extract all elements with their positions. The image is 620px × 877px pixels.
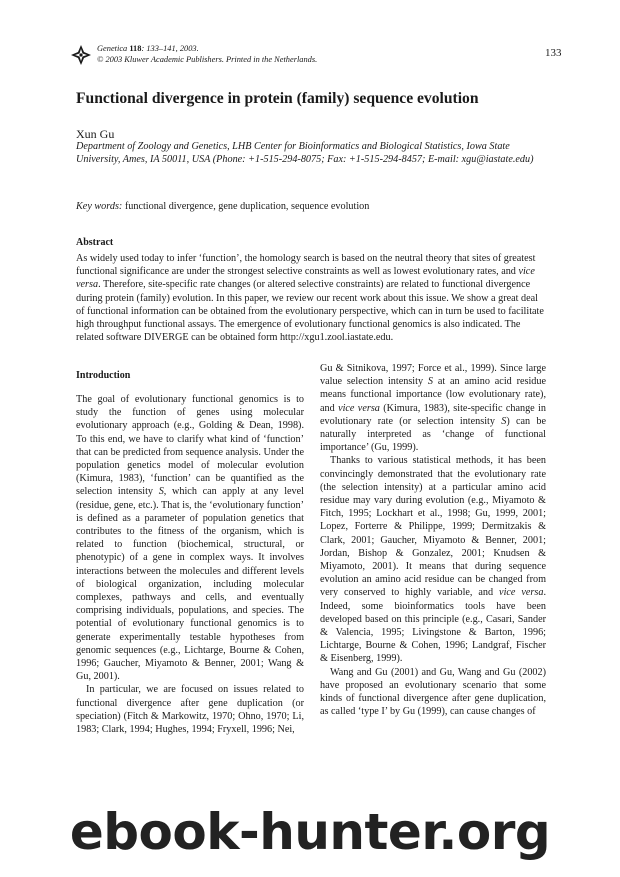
text-run: . Indeed, some bioinformatics tools have been developed based on this principle (e.g., Casari, Sander & Valencia, 1995; Livingstone & Barton, 1996; Lichtarge, Bourne & Cohen, 1996; Landgraf, Fischer & Eisenberg, 1999).: [320, 587, 546, 665]
emphasis: vice versa: [338, 402, 380, 414]
watermark-text: ebook-hunter.org: [69, 803, 551, 861]
symbol-s: S: [427, 376, 433, 388]
text-run: at an amino acid residue means functional importance (low evolutionary rate), and: [320, 376, 547, 414]
introduction-heading: Introduction: [76, 370, 131, 381]
emphasis: vice versa: [499, 587, 544, 599]
right-paragraph-2: [320, 454, 546, 665]
symbol-s: S: [158, 486, 164, 498]
abstract-body: [76, 252, 546, 344]
text-run: , which can apply at any level (residue, gene, etc.). That is, the ‘evolutionary function’ is defined as a parameter of population genetics that contributes to the fitness of the organism, which is related to function (biochemical, structural, or phenotypic) of a gene in complex ways. It involves interactions between the molecules and different levels of biological organization, including molecular complexes, pathways and cells, and eventually comprising individuals, populations, and species. The potential of evolutionary functional genomics is to generate experimentally testable hypotheses from genomic sequences (e.g., Lichtarge, Bourne & Cohen, 1996; Gaucher, Miyamoto & Benner, 2001; Wang & Gu, 2001).: [76, 486, 304, 683]
left-column: [76, 393, 304, 736]
text-run: (Kimura, 1983), site-specific change in evolutionary rate (or selection intensity: [320, 402, 546, 427]
journal-pages: : 133–141, 2003.: [141, 44, 199, 53]
abstract-text-1: As widely used today to infer ‘function’, the homology search is based on the neutral theory that sites of greatest functional significance are under the strongest selective constraints as well as lowest evolutionary rates, and: [76, 253, 536, 278]
author-affiliation: Department of Zoology and Genetics, LHB Center for Bioinformatics and Biological Statistics, Iowa State University, Ames, IA 50011, USA (Phone: +1-515-294-8075; Fax: +1-515-294-8457; E-mail: xgu@iastate.edu): [76, 141, 534, 165]
journal-volume: 118: [129, 44, 142, 53]
text-run: ) can be naturally interpreted as ‘change of functional importance’ (Gu, 1999).: [320, 415, 546, 454]
text-run: Thanks to various statistical methods, it has been convincingly demonstrated that the evolutionary rate (the selection intensity) at a particular amino acid residue may vary during evolution (e.g., Miyamoto & Fitch, 1995; Lockhart et al., 1998; Gu, 1999, 2001; Lopez, Forterre & Philippe, 1999; Dermitzakis & Clark, 2001; Gaucher, Miyamoto & Benner, 2001; Jordan, Bishop & Gonzalez, 2001; Knudsen & Miyamoto, 2001). It means that during sequence evolution an amino acid residue can be changed from very conserved to highly variable, and: [320, 455, 546, 599]
copyright-line: © 2003 Kluwer Academic Publishers. Printed in the Netherlands.: [97, 55, 318, 64]
right-paragraph-1: [320, 362, 546, 454]
right-paragraph-3: Wang and Gu (2001) and Gu, Wang and Gu (2002) have proposed an evolutionary scenario that some kinds of functional divergence after gene duplication, as called ‘type I’ by Gu (1999), can cause changes of: [320, 666, 546, 718]
abstract-text-2: . Therefore, site-specific rate changes (or altered selective constraints) are related to functional divergence during protein (family) evolution. In this paper, we review our recent work about this issue. We show a great deal of functional information can be obtained from the evolutionary perspective, which can in turn be used to facilitate high throughput functional assays. The emergence of evolutionary functional genomics is also indicated. The related software DIVERGE can be obtained form http://xgu1.zool.iastate.edu.: [76, 279, 544, 344]
abstract-emphasis: vice versa: [76, 266, 535, 291]
journal-citation: [97, 43, 317, 65]
intro-paragraph-1: [76, 393, 304, 683]
keywords-line: [76, 201, 369, 212]
page-number: 133: [545, 47, 562, 59]
publisher-logo-icon: [69, 43, 93, 67]
text-run: The goal of evolutionary functional genomics is to study the function of genes using molecular evolutionary approach (e.g., Golding & Dean, 1998). To this end, we have to clarify what kind of ‘function’ that can be predicted from sequence analysis. Under the population genetics model of molecular evolution (Kimura, 1983), ‘function’ can be quantified as the selection intensity: [76, 394, 304, 498]
article-title: Functional divergence in protein (family) sequence evolution: [76, 90, 479, 107]
text-run: Gu & Sitnikova, 1997; Force et al., 1999). Since large value selection intensity: [320, 363, 546, 388]
author-name: Xun Gu: [76, 127, 115, 141]
keywords-label: Key words:: [76, 201, 123, 212]
abstract-heading: Abstract: [76, 237, 114, 248]
journal-name: Genetica: [97, 44, 128, 53]
symbol-s: S: [501, 415, 507, 427]
keywords-text: functional divergence, gene duplication, sequence evolution: [124, 201, 370, 212]
right-column: [320, 362, 546, 718]
intro-paragraph-2: In particular, we are focused on issues related to functional divergence after gene duplication (or speciation) (Fitch & Markowitz, 1970; Ohno, 1970; Li, 1983; Clark, 1994; Hughes, 1994; Fryxell, 1996; Nei,: [76, 684, 304, 736]
